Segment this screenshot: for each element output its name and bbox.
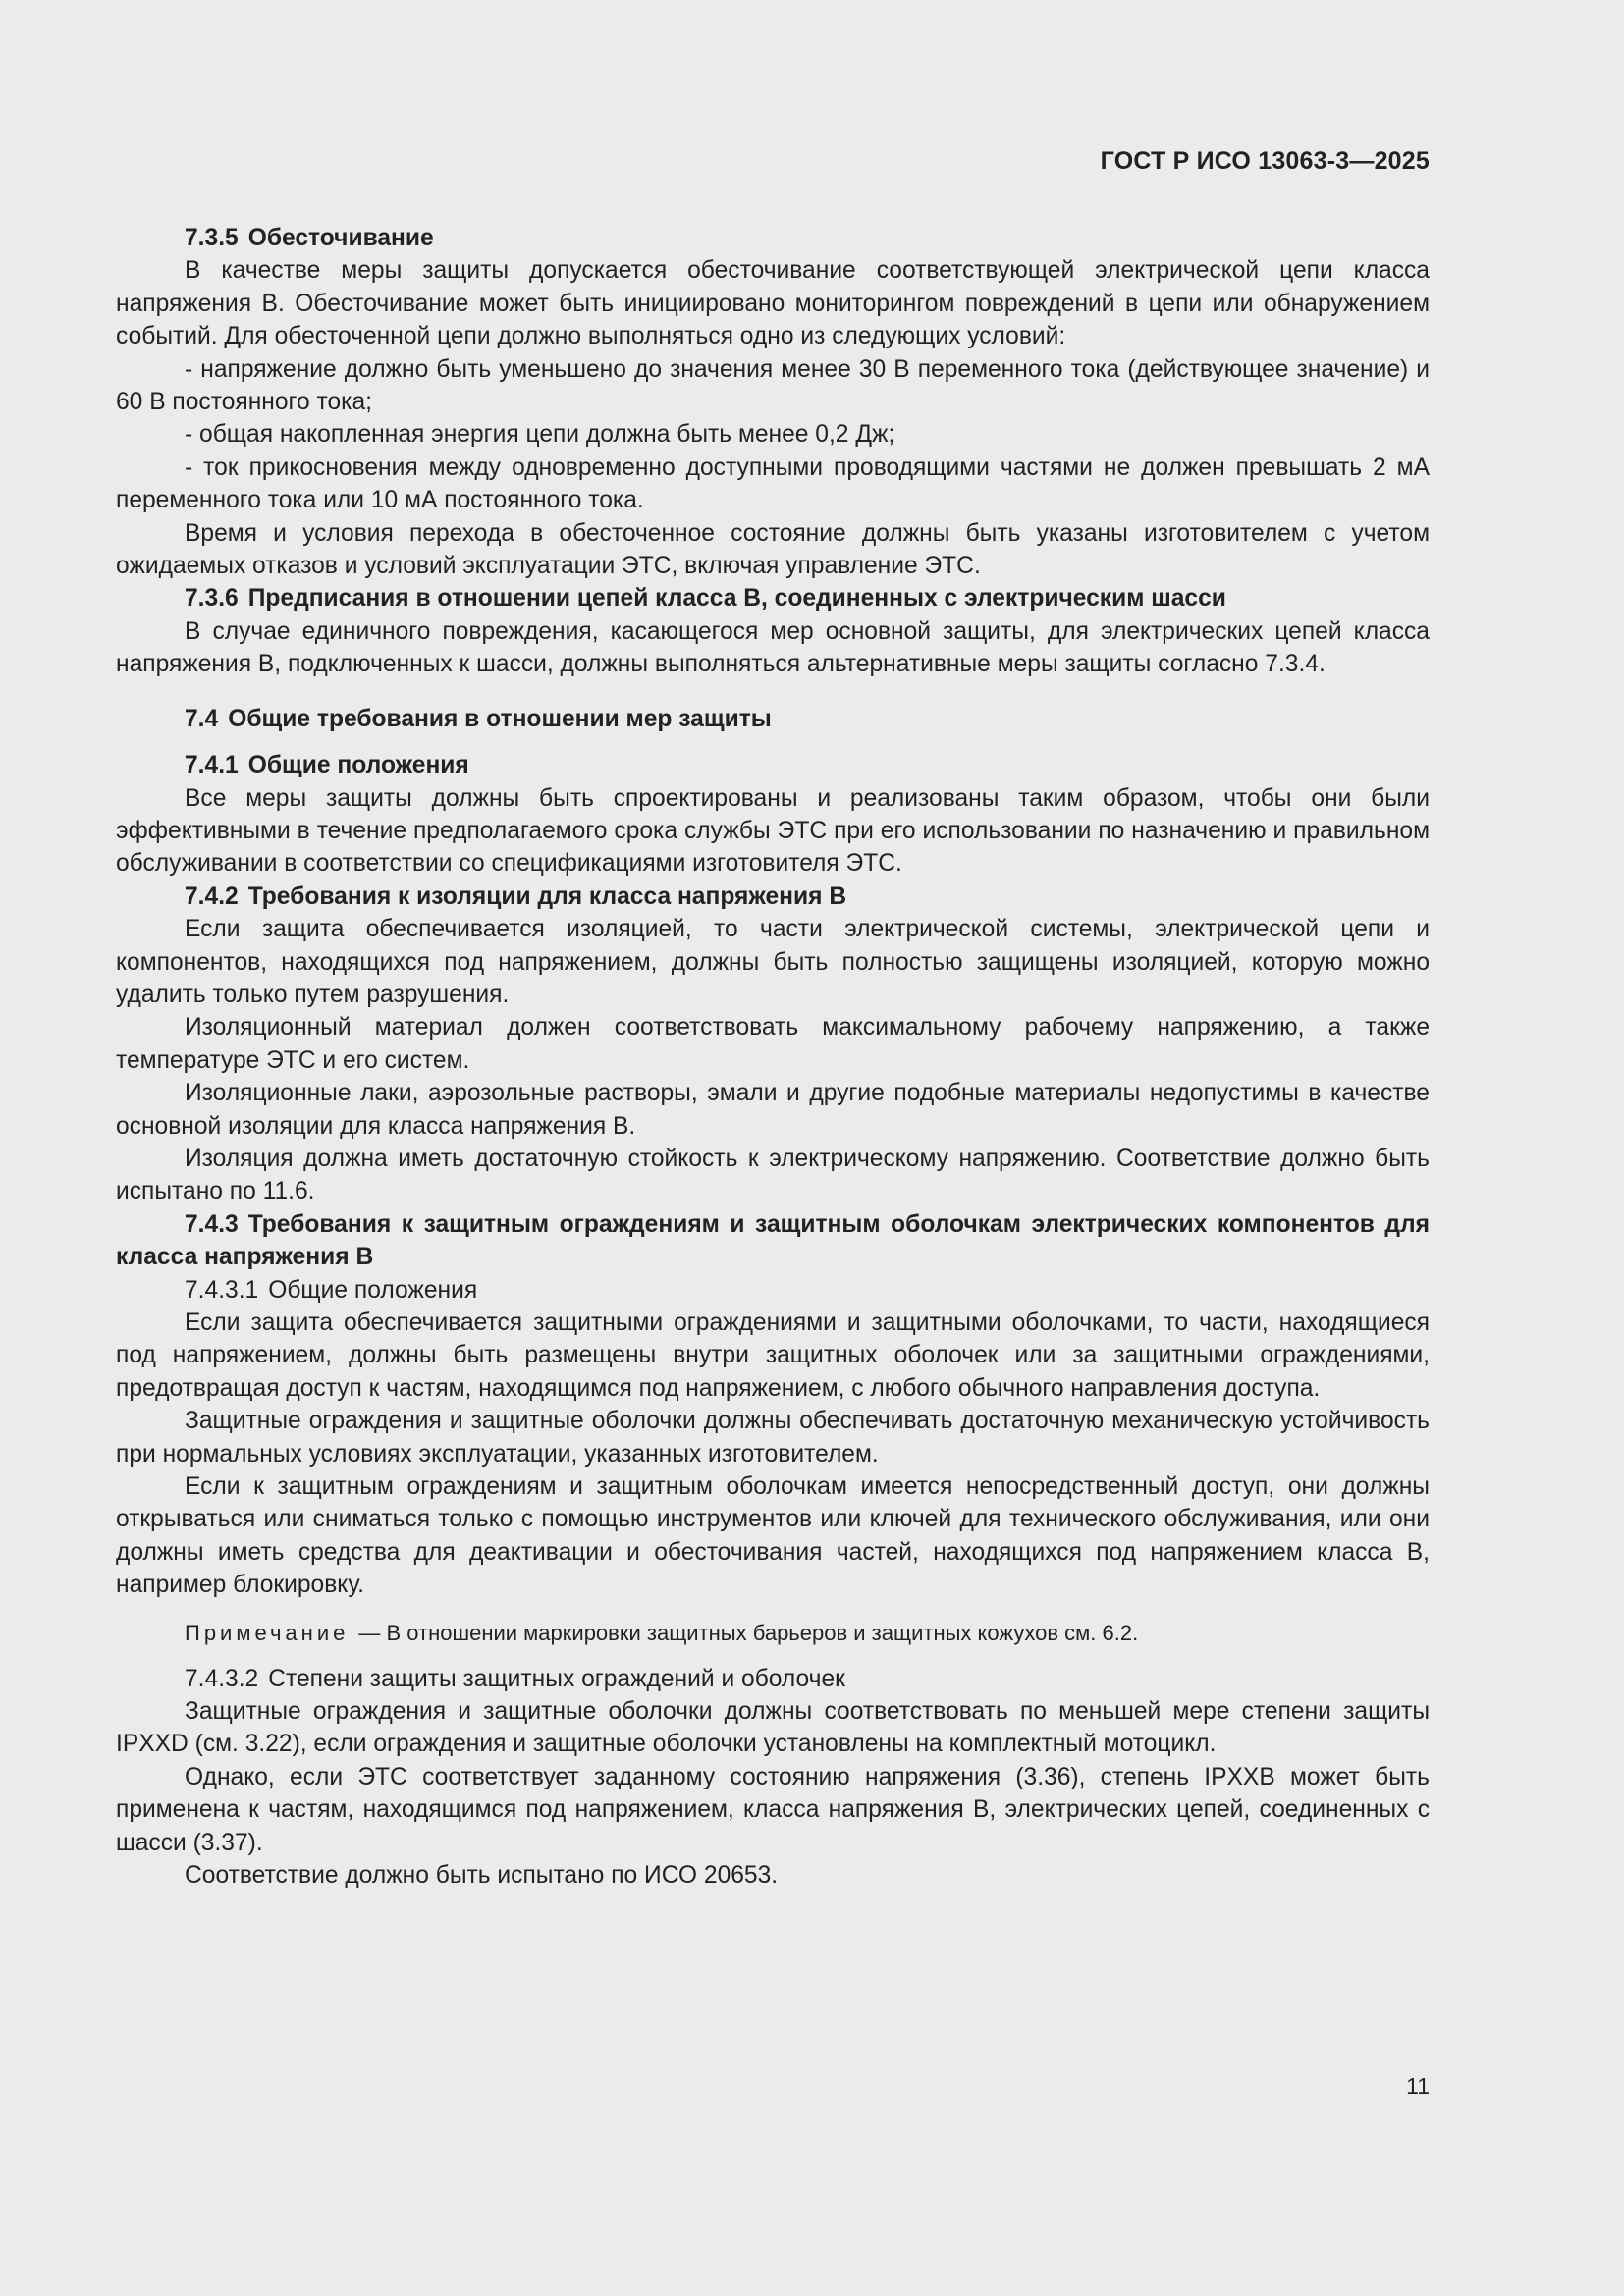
paragraph: Все меры защиты должны быть спроектированы и реализованы таким образом, чтобы они были эффективными в течение предполагаемого срока службы ЭТС при его использовании по назначению и правильном обслуживании в соответствии со спецификациями изготовителя ЭТС. — [116, 784, 1430, 878]
section-heading-7-3-5 — [116, 222, 1430, 254]
list-item: - ток прикосновения между одновременно доступными проводящими частями не должен превышать 2 мА переменного тока или 10 мА постоянного тока. — [116, 454, 1430, 514]
note-label: Примечание — [185, 1620, 350, 1645]
section-title: Степени защиты защитных ограждений и оболочек — [268, 1665, 845, 1692]
section-number: 7.4 — [185, 705, 219, 732]
section-number: 7.3.5 — [185, 225, 239, 251]
paragraph: Изоляция должна иметь достаточную стойкость к электрическому напряжению. Соответствие должно быть испытано по 11.6. — [116, 1145, 1430, 1205]
paragraph: В качестве меры защиты допускается обесточивание соответствующей электрической цепи класса напряжения В. Обесточивание может быть инициировано мониторингом повреждений в цепи или обнаружением событий. Для обесточенной цепи должно выполняться одно из следующих условий: — [116, 257, 1430, 350]
section-title: Общие положения — [247, 752, 469, 779]
section-heading-7-4-3-1 — [116, 1274, 1430, 1307]
section-number: 7.4.2 — [185, 882, 239, 910]
standard-code: ГОСТ Р ИСО 13063-3—2025 — [1100, 147, 1430, 175]
paragraph: Изоляционные лаки, аэрозольные растворы, эмали и другие подобные материалы недопустимы в качестве основной изоляции для класса напряжения В. — [116, 1080, 1430, 1140]
section-title: Общие положения — [268, 1276, 478, 1304]
section-heading-7-4-2 — [116, 881, 1430, 913]
section-number: 7.4.3 — [185, 1210, 239, 1238]
note-text: — В отношении маркировки защитных барьеров и защитных кожухов см. 6.2. — [358, 1620, 1139, 1645]
section-heading-7-4 — [116, 703, 1430, 735]
section-title: Обесточивание — [247, 225, 434, 251]
section-number: 7.4.3.1 — [185, 1276, 259, 1304]
section-number: 7.3.6 — [185, 585, 239, 613]
paragraph: Защитные ограждения и защитные оболочки должны обеспечивать достаточную механическую устойчивость при нормальных условиях эксплуатации, указанных изготовителем. — [116, 1408, 1430, 1468]
note — [116, 1618, 1430, 1649]
list-item: - напряжение должно быть уменьшено до значения менее 30 В переменного тока (действующее значение) и 60 В постоянного тока; — [116, 355, 1430, 416]
section-heading-7-4-3 — [116, 1208, 1430, 1274]
section-title: Предписания в отношении цепей класса В, соединенных с электрическим шасси — [247, 585, 1226, 613]
paragraph: Изоляционный материал должен соответствовать максимальному рабочему напряжению, а также температуре ЭТС и его систем. — [116, 1014, 1430, 1074]
section-number: 7.4.3.2 — [185, 1665, 259, 1692]
section-title: Требования к защитным ограждениям и защитным оболочкам электрических компонентов для класса напряжения В — [116, 1210, 1430, 1271]
paragraph: В случае единичного повреждения, касающегося мер основной защиты, для электрических цепей класса напряжения В, подключенных к шасси, должны выполняться альтернативные меры защиты согласно 7.3.4. — [116, 617, 1430, 678]
section-heading-7-4-3-2 — [116, 1663, 1430, 1695]
paragraph: Если защита обеспечивается изоляцией, то части электрической системы, электрической цепи и компонентов, находящихся под напряжением, должны быть полностью защищены изоляцией, которую можно удалить только путем разрушения. — [116, 916, 1430, 1008]
paragraph: Однако, если ЭТС соответствует заданному состоянию напряжения (3.36), степень IPXXB может быть применена к частям, находящимся под напряжением, класса напряжения В, электрических цепей, соединенных с шасси (3.37). — [116, 1763, 1430, 1856]
section-number: 7.4.1 — [185, 752, 239, 779]
paragraph: Если к защитным ограждениям и защитным оболочкам имеется непосредственный доступ, они должны открываться или сниматься только с помощью инструментов или ключей для технического обслуживания, или они должны иметь средства для деактивации и обесточивания частей, находящихся под напряжением класса В, например блокировку. — [116, 1473, 1430, 1599]
paragraph: Защитные ограждения и защитные оболочки должны соответствовать по меньшей мере степени защиты IPXXD (см. 3.22), если ограждения и защитные оболочки установлены на комплектный мотоцикл. — [116, 1698, 1430, 1758]
section-heading-7-3-6 — [116, 582, 1430, 614]
section-title: Требования к изоляции для класса напряжения В — [247, 882, 847, 910]
document-body — [116, 222, 1430, 1893]
section-title: Общие требования в отношении мер защиты — [228, 705, 772, 732]
page-number: 11 — [1406, 2073, 1430, 2099]
paragraph: Соответствие должно быть испытано по ИСО 20653. — [185, 1862, 779, 1890]
paragraph: Если защита обеспечивается защитными ограждениями и защитными оболочками, то части, находящиеся под напряжением, должны быть размещены внутри защитных оболочек или за защитными ограждениями, предотвращая доступ к частям, находящимся под напряжением, с любого обычного направления доступа. — [116, 1309, 1430, 1402]
list-item: - общая накопленная энергия цепи должна быть менее 0,2 Дж; — [185, 421, 895, 449]
section-heading-7-4-1 — [116, 749, 1430, 781]
paragraph: Время и условия перехода в обесточенное состояние должны быть указаны изготовителем с учетом ожидаемых отказов и условий эксплуатации ЭТС, включая управление ЭТС. — [116, 519, 1430, 580]
